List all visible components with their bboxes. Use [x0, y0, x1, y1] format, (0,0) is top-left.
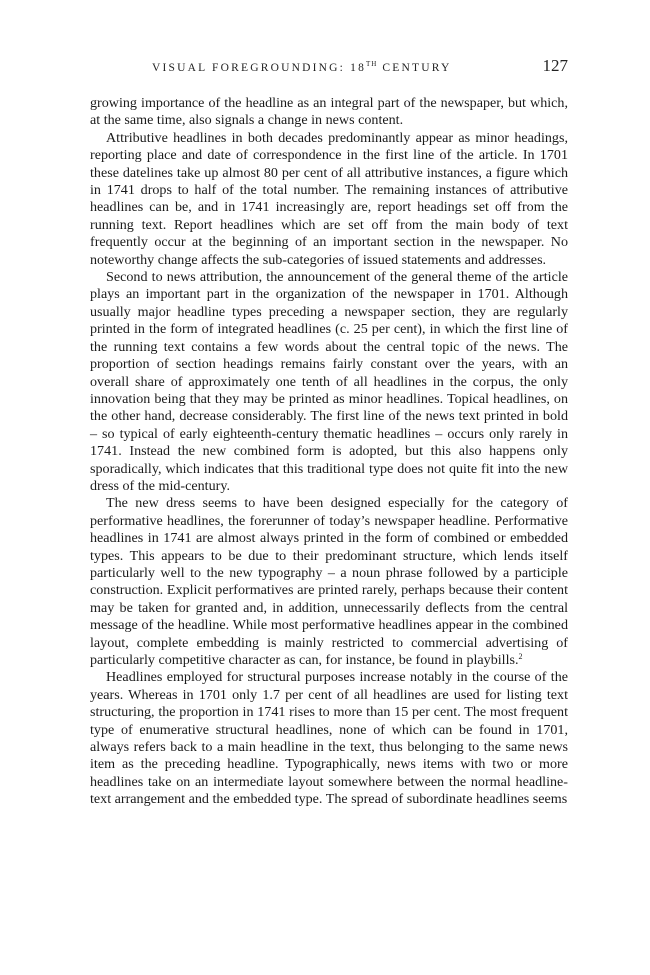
paragraph-performative-text: The new dress seems to have been designed especially for the category of performative headlines, the forerunner of today’s newspaper headline. Performative headlines in 1741 are almost always printed in the form of combined or embedded types. This appears to be due to their predominant structure, which lends itself particularly well to the new typography – a noun phrase followed by a participle construction. Explicit performatives are printed rarely, perhaps because their content may be taken for granted and, in addition, unnecessarily deflects from the central message of the headline. While most performative headlines appear in the combined layout, complete embedding is mainly restricted to commercial advertising of particularly competitive character as can, for instance, be found in playbills. [90, 495, 568, 668]
running-head-title [152, 60, 452, 74]
running-head-title-end: CENTURY [377, 62, 452, 74]
paragraph-performative-headlines [90, 495, 568, 669]
paragraph-news-attribution: Second to news attribution, the announcement of the general theme of the article plays an important part in the organization of the newspaper in 1701. Although usually major headline types preceding a newspaper section, they are regularly printed in the form of integrated headlines (c. 25 per cent), in which the first line of the running text contains a few words about the central topic of the news. The proportion of section headings remains fairly constant over the years, with an overall share of approximately one tenth of all headlines in the corpus, the only innovation being that they may be printed as minor headlines. Topical headlines, on the other hand, decrease considerably. The first line of the news text printed in bold – so typical of early eighteenth-century thematic headlines – occurs only rarely in 1741. Instead the new combined form is adopted, but this also happens only sporadically, which indicates that this traditional type does not quite fit into the new dress of the mid-century. [90, 269, 568, 494]
running-head-title-main: VISUAL FOREGROUNDING: 18 [152, 62, 367, 74]
paragraph-attributive-headlines: Attributive headlines in both decades predominantly appear as minor headings, reporting place and date of correspondence in the first line of the article. In 1701 these datelines take up almost 80 per cent of all attributive instances, a figure which in 1741 drops to half of the total number. The remaining instances of attributive headlines can be, and in 1741 increasingly are, report headings set off from the running text. Report headlines which are set off from the main body of text frequently occur at the beginning of an important section in the newspaper. No noteworthy change affects the sub-categories of issued statements and addresses. [90, 129, 568, 268]
running-head [90, 56, 568, 82]
body-text [90, 95, 568, 809]
page-number: 127 [542, 56, 568, 75]
running-head-title-superscript: TH [366, 60, 378, 68]
footnote-marker[interactable]: 2 [518, 652, 523, 661]
paragraph-continued: growing importance of the headline as an integral part of the newspaper, but which, at the same time, also signals a change in news content. [90, 95, 568, 129]
paragraph-structural-headlines: Headlines employed for structural purposes increase notably in the course of the years. Whereas in 1701 only 1.7 per cent of all headlines are used for listing text structuring, the proportion in 1741 rises to more than 15 per cent. The most frequent type of enumerative structural headlines, none of which can be found in 1701, always refers back to a main headline in the text, thus belonging to the same news item as the preceding headline. Typographically, news items with two or more headlines take on an intermediate layout somewhere between the normal headline-text arrangement and the embedded type. The spread of subordinate headlines seems [90, 669, 568, 808]
